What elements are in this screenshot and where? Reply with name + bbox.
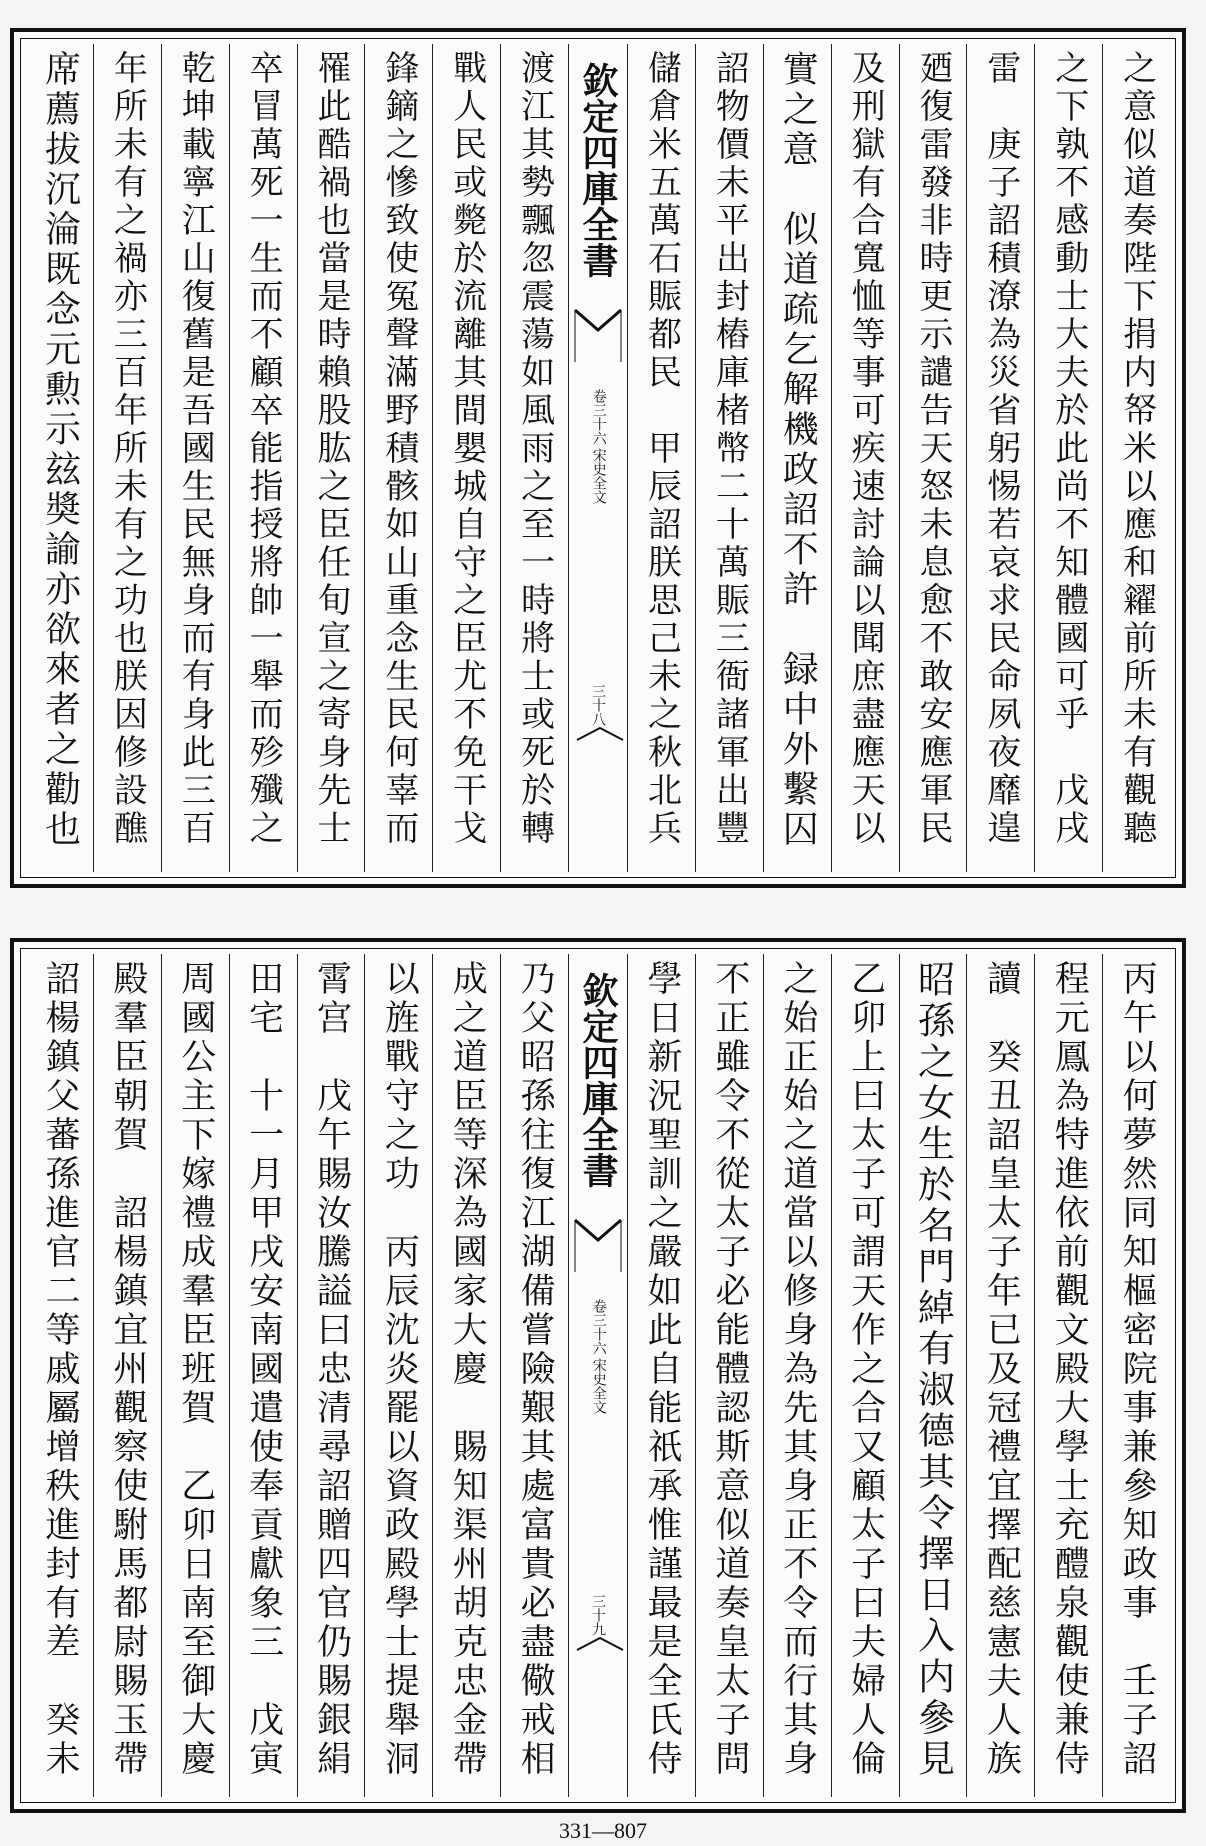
text-column	[1034, 44, 1102, 872]
column-text: 周國公主下嫁禮成羣臣班賀 乙卯日南至御大慶	[175, 960, 216, 1779]
column-text: 乾坤載寧江山復舊是吾國生民無身而有身此三百	[175, 50, 216, 848]
column-text: 鋒鏑之慘致使冤聲滿野積骸如山重念生民何辜而	[378, 50, 419, 848]
text-column	[1102, 44, 1170, 872]
column-text: 之始正始之道當以修身為先其身正不令而行其身	[777, 960, 818, 1779]
text-column	[161, 44, 229, 872]
text-column	[899, 44, 967, 872]
book-title: 宋史全文	[590, 448, 607, 504]
text-column	[229, 44, 297, 872]
text-column	[432, 954, 500, 1797]
fish-tail-icon	[573, 306, 623, 366]
series-title: 欽定四庫全書	[577, 972, 619, 1188]
page-heart	[568, 954, 627, 1797]
text-column	[763, 44, 831, 872]
column-text: 實之意 似道疏乞解機政詔不許 録中外繫囚	[777, 50, 819, 850]
column-text: 乃父昭孫往復江湖備嘗險艱其處富貴必盡儆戒相	[515, 960, 556, 1779]
text-column	[161, 954, 229, 1797]
text-column	[26, 954, 93, 1797]
column-text: 成之道臣等深為國家大慶 賜知渠州胡克忠金帶	[447, 960, 488, 1779]
text-column	[93, 954, 161, 1797]
column-text: 詔物價未平出封樁庫楮幣二十萬賑三衙諸軍出豐	[709, 50, 750, 848]
page-number: 三十九	[590, 1594, 606, 1636]
column-text: 不正雖令不從太子必能體認斯意似道奏皇太子問	[709, 960, 750, 1779]
text-column	[500, 44, 568, 872]
text-column	[695, 954, 763, 1797]
column-text: 田宅 十一月甲戌安南國遣使奉貢獻象三 戊寅	[243, 960, 284, 1779]
text-column	[364, 44, 432, 872]
text-column	[1102, 954, 1170, 1797]
column-text: 詔楊鎮父蕃孫進官二等戚屬增秩進封有差 癸未	[39, 960, 80, 1779]
volume-info	[590, 1299, 605, 1414]
column-text: 以旌戰守之功 丙辰沈炎罷以資政殿學士提舉洞	[379, 960, 420, 1779]
column-text: 讀 癸丑詔皇太子年已及冠禮宜擇配慈憲夫人族	[981, 960, 1022, 1779]
fish-tail-icon	[573, 1216, 623, 1276]
column-text: 學日新況聖訓之嚴如此自能祇承惟謹最是全氏侍	[641, 960, 682, 1779]
top-page	[10, 28, 1186, 888]
text-column	[26, 44, 93, 872]
book-title: 宋史全文	[590, 1358, 607, 1414]
column-text: 儲倉米五萬石賑都民 甲辰詔朕思己未之秋北兵	[641, 50, 682, 848]
text-column	[500, 954, 568, 1797]
text-column	[627, 954, 695, 1797]
text-column	[297, 44, 365, 872]
volume-number: 卷三十六	[590, 1299, 607, 1355]
text-column	[763, 954, 831, 1797]
column-text: 雷 庚子詔積潦為災省躬惕若哀求民命夙夜靡遑	[980, 50, 1021, 848]
column-text: 霄宫 戊午賜汝騰謚曰忠清尋詔贈四官仍賜銀絹	[311, 960, 352, 1779]
page-footer-number: 331—807	[559, 1818, 647, 1843]
text-column	[695, 44, 763, 872]
bottom-fish-tail-icon	[575, 724, 625, 744]
page-number: 三十八	[590, 684, 606, 726]
text-column	[831, 44, 899, 872]
text-column	[364, 954, 432, 1797]
series-title: 欽定四庫全書	[577, 62, 619, 278]
text-column	[1034, 954, 1102, 1797]
bottom-page	[10, 938, 1186, 1813]
volume-info	[590, 389, 605, 504]
column-text: 丙午以何夢然同知樞密院事兼參知政事 壬子詔	[1117, 960, 1158, 1779]
page-heart	[568, 44, 627, 872]
column-text: 之意似道奏陛下捐内帑米以應和糴前所未有觀聽	[1116, 50, 1157, 848]
volume-number: 卷三十六	[590, 389, 607, 445]
column-text: 程元鳳為特進依前觀文殿大學士充醴泉觀使兼侍	[1049, 960, 1090, 1779]
column-text: 卒冒萬死一生而不顧卒能指授將帥一舉而殄殲之	[243, 50, 284, 848]
bottom-fish-tail-icon	[575, 1634, 625, 1654]
top-columns	[26, 44, 1170, 872]
column-text: 殿羣臣朝賀 詔楊鎮宜州觀察使駙馬都尉賜玉帶	[107, 960, 148, 1779]
text-column	[93, 44, 161, 872]
text-column	[297, 954, 365, 1797]
column-text: 席薦拔沉淪既念元勲示玆奬諭亦欲來者之勸也	[39, 50, 81, 850]
column-text: 之下孰不感動士大夫於此尚不知體國可乎 戊戌	[1048, 50, 1089, 848]
column-text: 昭孫之女生於名門綽有淑德其令擇日入内參見	[911, 960, 955, 1780]
column-text: 廼復雷發非時更示譴告天怒未息愈不敢安應軍民	[912, 50, 953, 848]
column-text: 戰人民或斃於流離其間嬰城自守之臣尤不免干戈	[446, 50, 487, 848]
text-column	[899, 954, 967, 1797]
text-column	[966, 954, 1034, 1797]
column-text: 及刑獄有合寬恤等事可疾速討論以聞庶盡應天以	[845, 50, 886, 848]
text-column	[229, 954, 297, 1797]
column-text: 渡江其勢飄忽震蕩如風雨之至一時將士或死於轉	[514, 50, 555, 848]
bottom-columns	[26, 954, 1170, 1797]
text-column	[432, 44, 500, 872]
text-column	[831, 954, 899, 1797]
text-column	[966, 44, 1034, 872]
text-column	[627, 44, 695, 872]
column-text: 乙卯上曰太子可謂天作之合又顧太子曰夫婦人倫	[845, 960, 886, 1779]
column-text: 年所未有之禍亦三百年所未有之功也朕因修設醮	[107, 50, 148, 848]
column-text: 罹此酷禍也當是時賴股肱之臣任旬宣之寄身先士	[310, 50, 351, 848]
